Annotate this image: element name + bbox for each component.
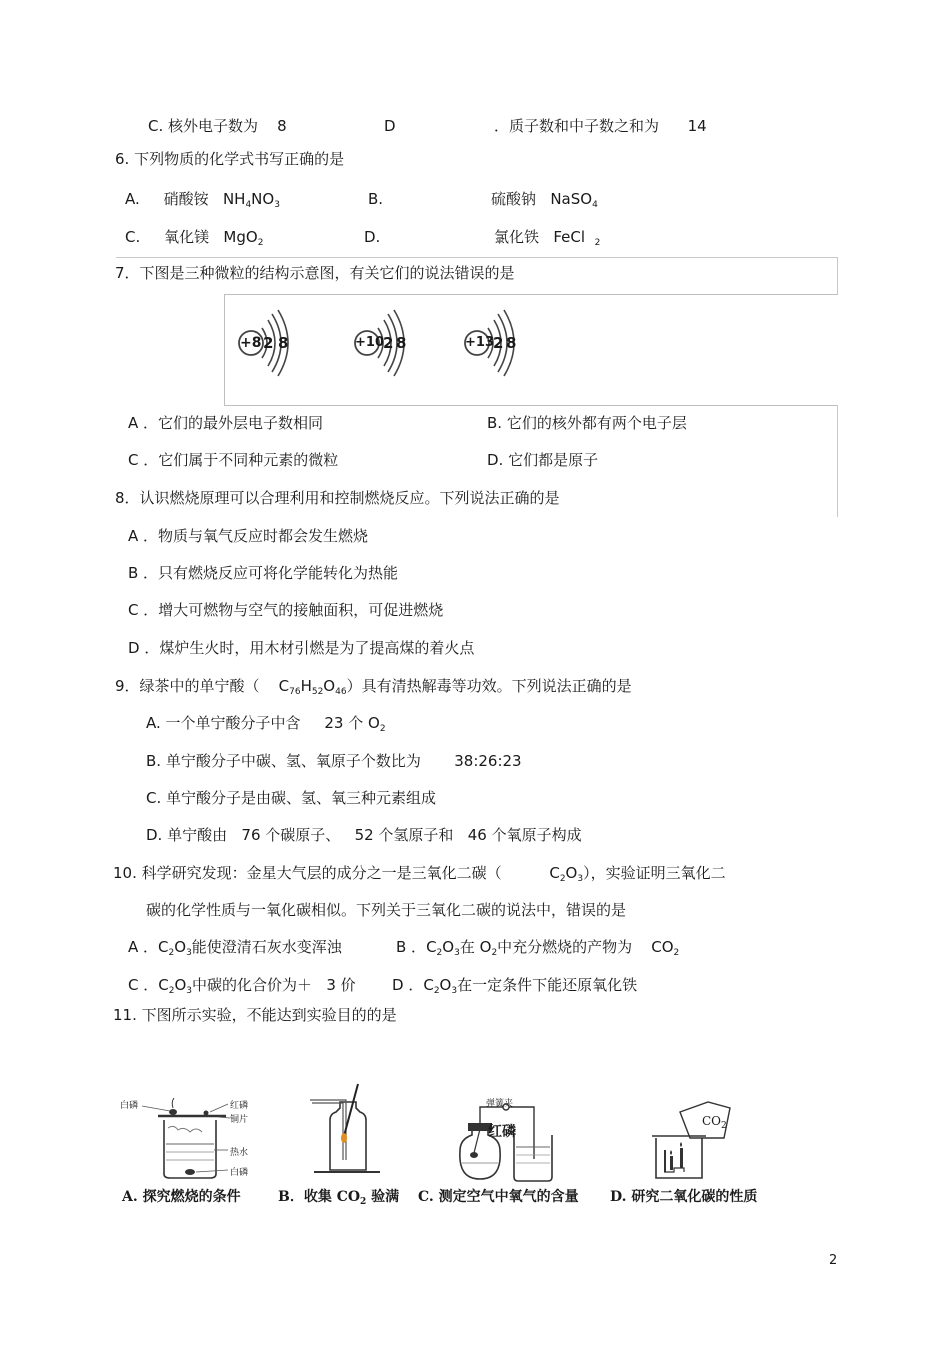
q7-option-a: A ．它们的最外层电子数相同 — [128, 414, 324, 432]
q5-option-d: ．质子数和中子数之和为 14 — [494, 117, 707, 135]
q10-option-d: D ．$C_2O_3$在一定条件下能还原氧化铁 — [392, 976, 638, 996]
q10-option-c: C ．$C_2O_3$中碳的化合价为＋ 3 价 — [128, 976, 356, 996]
q7-option-b: B. 它们的核外都有两个电子层 — [487, 414, 687, 432]
q10-stem-line1: 10. 科学研究发现：金星大气层的成分之一是三氧化二碳（ $C_2O_3$），实验证明三氧化二 — [113, 864, 726, 884]
q7-figure-box — [224, 294, 838, 406]
q9-option-b: B. 单宁酸分子中碳、氢、氧原子个数比为 38:26:23 — [146, 752, 522, 770]
q9-option-c: C. 单宁酸分子是由碳、氢、氧三种元素组成 — [146, 789, 437, 807]
label-white-phosphorus-top: 白磷 — [120, 1101, 139, 1111]
q7-option-d: D. 它们都是原子 — [487, 451, 599, 469]
atom-diagram-1 — [236, 306, 298, 382]
q10-option-a: A ．$C_2O_3$能使澄清石灰水变浑浊 — [128, 938, 342, 958]
caption-experiment-a: A. 探究燃烧的条件 — [122, 1189, 241, 1205]
q6-stem: 6. 下列物质的化学式书写正确的是 — [115, 150, 345, 168]
caption-experiment-c: C. 测定空气中氧气的含量 — [418, 1189, 579, 1205]
q9-option-d: D. 单宁酸由 76 个碳原子、 52 个氢原子和 46 个氧原子构成 — [146, 826, 582, 844]
frame-line-right — [837, 257, 838, 294]
q6-option-c: C. 氧化镁 MgO$_2$ — [125, 228, 264, 248]
atom-1-shell2: 8 — [278, 334, 289, 352]
atom-2-nucleus: +10 — [355, 335, 384, 350]
q7-stem: 7．下图是三种微粒的结构示意图，有关它们的说法错误的是 — [115, 264, 515, 282]
label-red-phosphorus: 红磷 — [230, 1101, 249, 1111]
label-hot-water: 热水 — [230, 1148, 249, 1158]
experiment-d-figure — [650, 1098, 750, 1182]
q9-option-a: A. 一个单宁酸分子中含 23 个 $O_2$ — [146, 714, 386, 734]
q6-option-d-label: D. — [364, 228, 381, 246]
q8-option-a: A ．物质与氧气反应时都会发生燃烧 — [128, 527, 369, 545]
atom-1-shell1: 2 — [263, 334, 274, 352]
atom-diagram-3 — [462, 306, 524, 382]
atom-2-shell1: 2 — [383, 334, 394, 352]
label-copper-sheet: 铜片 — [230, 1115, 249, 1125]
label-spring-clip: 弹簧夹 — [486, 1099, 514, 1109]
atom-3-shell1: 2 — [493, 334, 504, 352]
q8-option-b: B ．只有燃烧反应可将化学能转化为热能 — [128, 564, 399, 582]
q6-option-a: A. 硝酸铵 $NH_4NO_3$ — [125, 190, 280, 210]
q6-option-b-label: B. — [368, 190, 384, 208]
q8-stem: 8．认识燃烧原理可以合理利用和控制燃烧反应。下列说法正确的是 — [115, 489, 560, 507]
atom-diagram-2 — [352, 306, 414, 382]
q10-stem-line2: 碳的化学性质与一氧化碳相似。下列关于三氧化二碳的说法中，错误的是 — [146, 901, 627, 919]
label-red-phosphorus-c: 红磷 — [488, 1124, 516, 1140]
atom-3-nucleus: +13 — [465, 335, 494, 350]
caption-experiment-d: D. 研究二氧化碳的性质 — [610, 1189, 758, 1205]
q10-option-b: B ．$C_2O_3$在 $O_2$中充分燃烧的产物为 $CO_2$ — [396, 938, 680, 958]
q8-option-c: C ．增大可燃物与空气的接触面积，可促进燃烧 — [128, 601, 444, 619]
q8-option-d: D ．煤炉生火时，用木材引燃是为了提高煤的着火点 — [128, 639, 475, 657]
atom-1-nucleus: +8 — [240, 335, 262, 351]
label-co2-bottle: $CO_2$ — [702, 1114, 727, 1131]
caption-experiment-b: B．收集 $CO_2$ 验满 — [278, 1189, 400, 1207]
q5-option-c: C. 核外电子数为 8 — [148, 117, 287, 135]
q9-stem: 9．绿茶中的单宁酸（ $C_{76}H_{52}O_{46}$）具有清热解毒等功效。下列说法正确的是 — [115, 677, 632, 697]
q6-option-b: 硫酸钠 NaSO$_4$ — [491, 190, 598, 210]
q7-option-c: C ．它们属于不同种元素的微粒 — [128, 451, 339, 469]
atom-2-shell2: 8 — [396, 334, 407, 352]
frame-line-right-lower — [837, 405, 838, 517]
label-white-phosphorus-bottom: 白磷 — [230, 1168, 249, 1178]
page-number: 2 — [829, 1253, 838, 1268]
experiment-b-figure — [300, 1080, 390, 1180]
q11-stem: 11. 下图所示实验，不能达到实验目的的是 — [113, 1006, 397, 1024]
q5-option-d-label: D — [384, 117, 396, 135]
atom-3-shell2: 8 — [506, 334, 517, 352]
q6-option-d: 氯化铁 FeCl $_2$ — [494, 228, 601, 248]
frame-line-top — [116, 257, 838, 258]
